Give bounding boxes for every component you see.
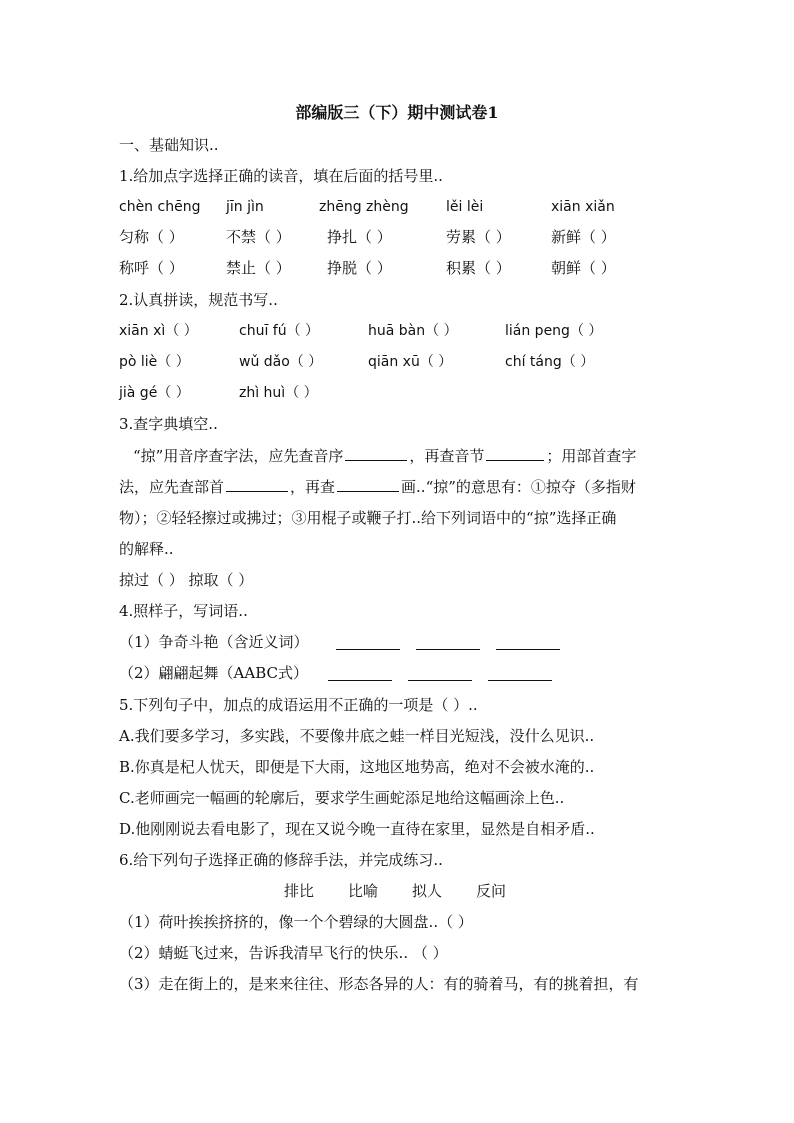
question-4-item-1: [119, 632, 679, 652]
answer-blank[interactable]: [345, 446, 407, 461]
word-item: 挣脱（ ）: [327, 259, 392, 277]
word-item: 新鲜（ ）: [551, 228, 616, 246]
pinyin-option: lěi lèi: [446, 199, 484, 215]
question-3-answers: 掠过（ ） 掠取（ ）: [119, 571, 254, 589]
section-heading: 一、基础知识..: [119, 136, 219, 154]
item-label: （1）争奇斗艳（含近义词）: [119, 633, 309, 651]
pinyin-row-3: [119, 383, 679, 403]
option-b: B.你真是杞人忧天，即便是下大雨，这地区地势高，绝对不会被水淹的..: [119, 758, 595, 776]
answer-line[interactable]: [496, 649, 560, 650]
answer-blank[interactable]: [226, 477, 288, 492]
rhetoric-option: 排比: [284, 882, 315, 900]
sentence-1: （1）荷叶挨挨挤挤的，像一个个碧绿的大圆盘..（ ）: [119, 913, 473, 931]
word-item: 积累（ ）: [446, 259, 511, 277]
pinyin-item: huā bàn（ ）: [368, 323, 458, 339]
option-d: D.他刚刚说去看电影了，现在又说今晚一直待在家里，显然是自相矛盾..: [119, 820, 595, 838]
question-3-paragraph-line-1: [119, 446, 636, 466]
option-a: A.我们要多学习，多实践，不要像井底之蛙一样目光短浅，没什么见识..: [119, 727, 595, 745]
item-label: （2）翩翩起舞（AABC式）: [119, 664, 308, 682]
pinyin-item: qiān xū（ ）: [368, 354, 453, 370]
word-item: 匀称（ ）: [119, 228, 184, 246]
word-item: 称呼（ ）: [119, 259, 184, 277]
word-row-2: [119, 258, 679, 278]
pinyin-row-1: [119, 321, 679, 341]
answer-line[interactable]: [336, 649, 400, 650]
pinyin-item: chuī fú（ ）: [239, 323, 320, 339]
text-span: “掠”用音序查字法，应先查音序: [133, 447, 344, 465]
pinyin-option: chèn chēng: [119, 199, 201, 215]
question-3-prompt: 3.查字典填空..: [119, 415, 218, 433]
answer-line[interactable]: [328, 680, 392, 681]
word-item: 朝鲜（ ）: [551, 259, 616, 277]
text-span: ；用部首查字: [546, 447, 637, 465]
sentence-3: （3）走在街上的，是来来往往、形态各异的人：有的骑着马，有的挑着担，有: [119, 975, 639, 993]
rhetoric-option: 比喻: [348, 882, 379, 900]
question-6-prompt: 6.给下列句子选择正确的修辞手法，并完成练习..: [119, 851, 443, 869]
word-item: 劳累（ ）: [446, 228, 511, 246]
word-item: 禁止（ ）: [226, 259, 291, 277]
pinyin-item: wǔ dǎo（ ）: [239, 354, 323, 370]
pinyin-option: xiān xiǎn: [551, 199, 615, 215]
question-1-prompt: 1.给加点字选择正确的读音，填在后面的括号里..: [119, 167, 443, 185]
rhetoric-option: 反问: [476, 882, 507, 900]
answer-line[interactable]: [408, 680, 472, 681]
pinyin-item: xiān xì（ ）: [119, 323, 198, 339]
answer-blank[interactable]: [486, 446, 544, 461]
pinyin-item: pò liè（ ）: [119, 354, 190, 370]
question-2-prompt: 2.认真拼读，规范书写..: [119, 291, 278, 309]
pinyin-item: zhì huì（ ）: [239, 385, 318, 401]
pinyin-option: jīn jìn: [226, 199, 264, 215]
question-4-item-2: [119, 663, 679, 683]
pinyin-item: lián peng（ ）: [505, 323, 603, 339]
rhetoric-options: [284, 881, 544, 901]
question-3-paragraph-line-2: [119, 477, 636, 497]
answer-line[interactable]: [416, 649, 480, 650]
text-span: 画..“掠”的意思有：①掠夺（多指财: [401, 478, 636, 496]
rhetoric-option: 拟人: [412, 882, 443, 900]
pinyin-item: chí táng（ ）: [505, 354, 595, 370]
option-c: C.老师画完一幅画的轮廓后，要求学生画蛇添足地给这幅画涂上色..: [119, 789, 565, 807]
text-span: ，再查: [290, 478, 336, 496]
question-5-prompt: 5.下列句子中，加点的成语运用不正确的一项是（ ）..: [119, 696, 478, 714]
text-span: ，再查音节: [409, 447, 485, 465]
page-title: 部编版三（下）期中测试卷1: [295, 103, 499, 122]
word-row-1: [119, 227, 679, 247]
word-item: 挣扎（ ）: [327, 228, 392, 246]
answer-line[interactable]: [488, 680, 552, 681]
text-span: 法，应先查部首: [119, 478, 225, 496]
pinyin-options-row: [119, 197, 679, 217]
word-item: 不禁（ ）: [226, 228, 291, 246]
pinyin-row-2: [119, 352, 679, 372]
sentence-2: （2）蜻蜓飞过来，告诉我清早飞行的快乐.. （ ）: [119, 944, 448, 962]
question-4-prompt: 4.照样子，写词语..: [119, 602, 248, 620]
question-3-paragraph-line-4: 的解释..: [119, 540, 174, 558]
pinyin-option: zhēng zhèng: [319, 199, 409, 215]
pinyin-item: jià gé（ ）: [119, 385, 190, 401]
answer-blank[interactable]: [337, 477, 399, 492]
question-3-paragraph-line-3: 物）；②轻轻擦过或拂过；③用棍子或鞭子打..给下列词语中的“掠”选择正确: [119, 509, 617, 527]
